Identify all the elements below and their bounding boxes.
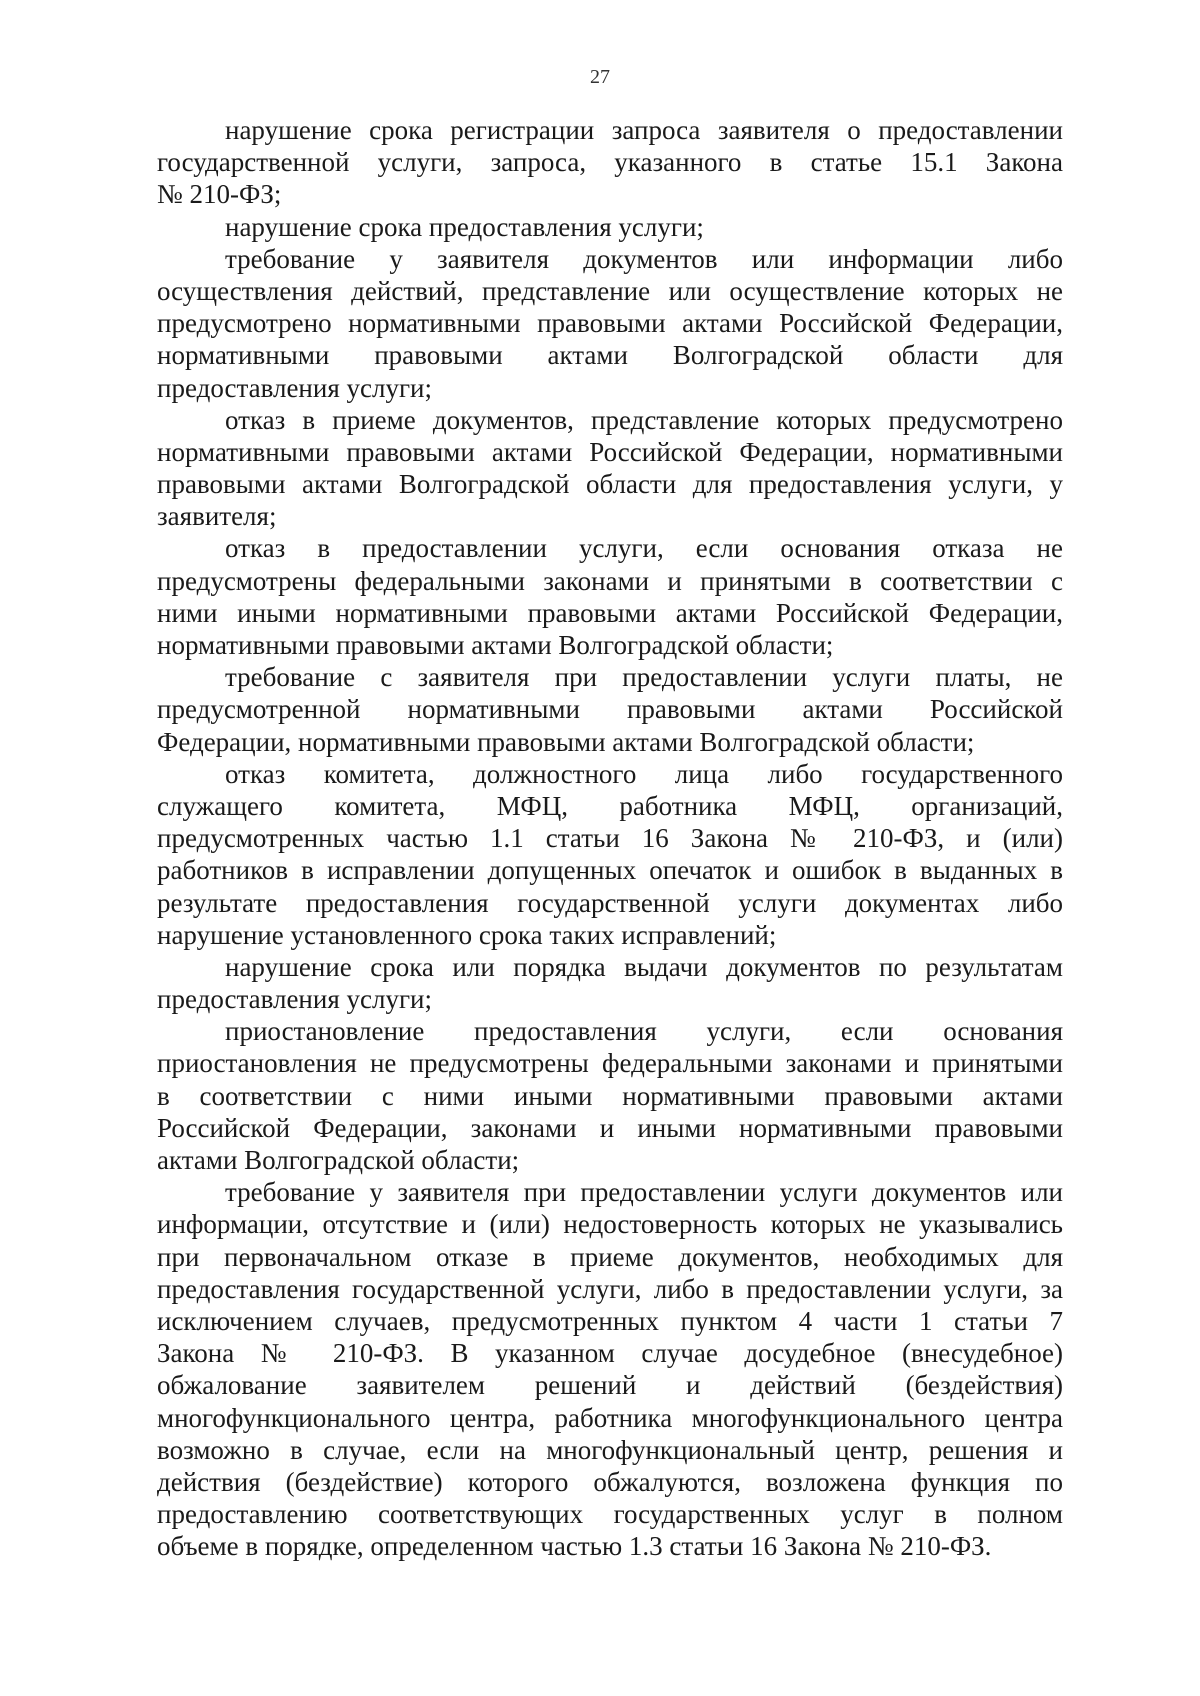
text-line: требование с заявителя при предоставлении услуги платы, не — [225, 662, 1063, 693]
text-line: № 210-ФЗ; — [157, 179, 282, 210]
text-line: результате предоставления государственной услуги документах либо — [157, 887, 1063, 918]
text-line: при первоначальном отказе в приеме документов, необходимых для — [157, 1241, 1063, 1272]
paragraph — [157, 532, 1063, 661]
text-line: предоставления услуги; — [157, 372, 432, 403]
text-line: служащего комитета, МФЦ, работника МФЦ, организаций, — [157, 790, 1063, 821]
text-line: Российской Федерации, законами и иными нормативными правовыми — [157, 1112, 1063, 1143]
text-line: нормативными правовыми актами Российской Федерации, нормативными — [157, 436, 1063, 467]
text-line: исключением случаев, предусмотренных пунктом 4 части 1 статьи 7 — [157, 1305, 1063, 1336]
paragraph — [157, 661, 1063, 758]
paragraph — [157, 404, 1063, 533]
text-line: нормативными правовыми актами Волгоградской области для — [157, 340, 1063, 371]
text-line: заявителя; — [157, 501, 277, 532]
text-line: актами Волгоградской области; — [157, 1145, 520, 1175]
text-line: правовыми актами Волгоградской области для предоставления услуги, у — [157, 469, 1063, 500]
text-line: Закона № 210-ФЗ. В указанном случае досудебное (внесудебное) — [157, 1338, 1063, 1369]
paragraph — [157, 758, 1063, 951]
text-line: информации, отсутствие и (или) недостоверность которых не указывались — [157, 1209, 1063, 1240]
paragraph — [157, 114, 1063, 211]
text-line: отказ в приеме документов, представление которых предусмотрено — [225, 404, 1063, 435]
text-line: нарушение срока предоставления услуги; — [225, 211, 704, 242]
text-line: нарушение установленного срока таких исправлений; — [157, 919, 777, 950]
text-line: объеме в порядке, определенном частью 1.3 статьи 16 Закона № 210-ФЗ. — [157, 1531, 992, 1562]
text-line: приостановление предоставления услуги, если основания — [225, 1016, 1063, 1047]
text-line: работников в исправлении допущенных опечаток и ошибок в выданных в — [157, 855, 1063, 886]
text-line: отказ комитета, должностного лица либо государственного — [225, 758, 1063, 789]
paragraph — [157, 1015, 1063, 1176]
text-line: обжалование заявителем решений и действий (бездействия) — [157, 1370, 1063, 1401]
text-line: предусмотрено нормативными правовыми актами Российской Федерации, — [157, 308, 1063, 339]
text-line: предоставления услуги; — [157, 984, 432, 1015]
document-body — [157, 114, 1063, 1562]
text-line: нарушение срока или порядка выдачи документов по результатам — [225, 951, 1063, 982]
text-line: отказ в предоставлении услуги, если основания отказа не — [225, 533, 1063, 564]
text-line: Федерации, нормативными правовыми актами Волгоградской области; — [157, 726, 975, 757]
text-line: предоставлению соответствующих государственных услуг в полном — [157, 1499, 1063, 1530]
paragraph — [157, 243, 1063, 404]
text-line: действия (бездействие) которого обжалуются, возложена функция по — [157, 1466, 1063, 1497]
text-line: в соответствии с ними иными нормативными правовыми актами — [157, 1080, 1063, 1111]
page-number: 27 — [590, 66, 610, 88]
text-line: ними иными нормативными правовыми актами Российской Федерации, — [157, 597, 1063, 628]
text-line: предусмотрены федеральными законами и принятыми в соответствии с — [157, 565, 1063, 596]
text-line: предусмотренной нормативными правовыми актами Российской — [157, 694, 1063, 725]
text-line: нормативными правовыми актами Волгоградской области; — [157, 630, 834, 660]
text-line: государственной услуги, запроса, указанного в статье 15.1 Закона — [157, 147, 1063, 178]
paragraph — [157, 1176, 1063, 1562]
text-line: предоставления государственной услуги, либо в предоставлении услуги, за — [157, 1273, 1063, 1304]
paragraph — [157, 211, 1063, 243]
text-line: осуществления действий, представление или осуществление которых не — [157, 275, 1063, 306]
text-line: требование у заявителя документов или информации либо — [225, 243, 1063, 274]
text-line: нарушение срока регистрации запроса заявителя о предоставлении — [225, 115, 1063, 145]
text-line: приостановления не предусмотрены федеральными законами и принятыми — [157, 1048, 1063, 1079]
text-line: возможно в случае, если на многофункциональный центр, решения и — [157, 1434, 1063, 1465]
text-line: предусмотренных частью 1.1 статьи 16 Закона № 210-ФЗ, и (или) — [157, 823, 1063, 854]
paragraph — [157, 951, 1063, 1015]
text-line: многофункционального центра, работника многофункционального центра — [157, 1402, 1063, 1433]
text-line: требование у заявителя при предоставлении услуги документов или — [225, 1177, 1063, 1208]
